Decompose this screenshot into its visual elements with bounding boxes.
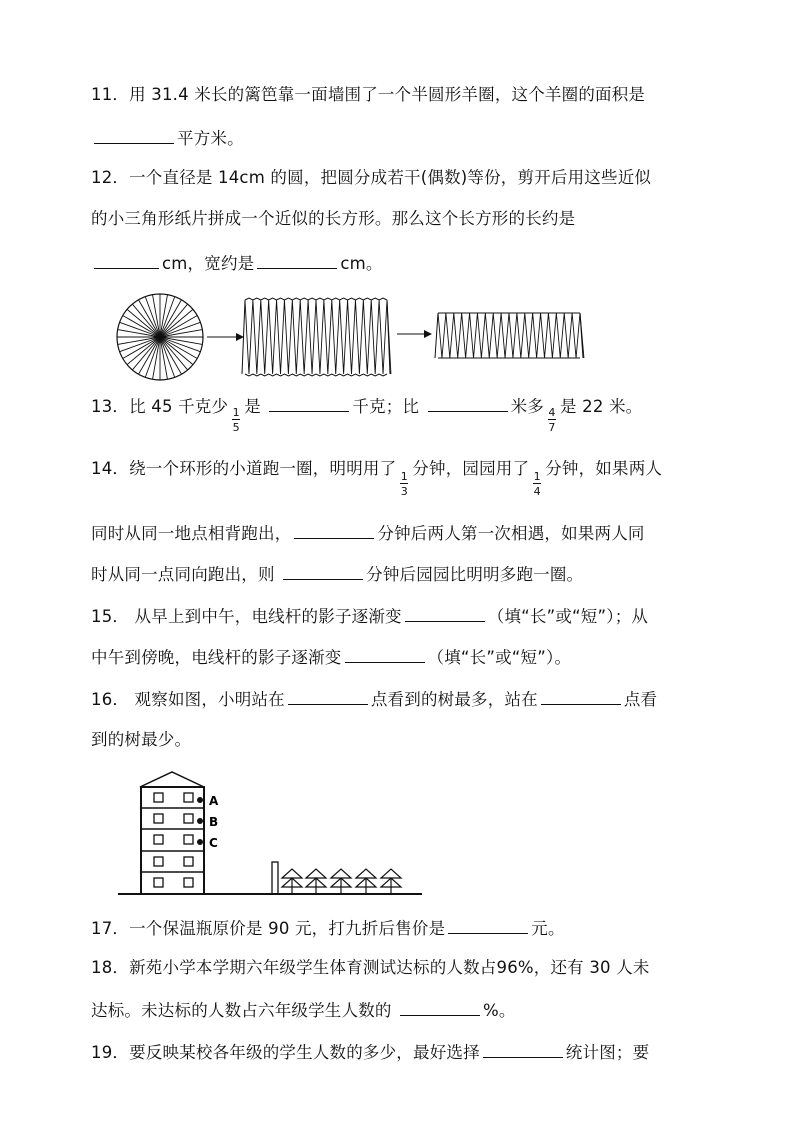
q14-line3: 时从同一点同向跑出，则 分钟后园园比明明多跑一圈。 xyxy=(91,565,584,584)
fraction-1-4: $\frac{1}{4}$ xyxy=(533,470,541,498)
q15-line1: 15． 从早上到中午，电线杆的影子逐渐变 （填“长”或“短”）；从 xyxy=(91,607,649,626)
q16-figure xyxy=(0,765,794,900)
fraction-4-7: $\frac{4}{7}$ xyxy=(548,406,556,434)
building xyxy=(140,772,204,894)
q11-line1: 11．用 31.4 米长的篱笆靠一面墙围了一个半圆形羊圈，这个羊圈的面积是 xyxy=(91,85,646,104)
q12-line2: 的小三角形纸片拼成一个近似的长方形。那么这个长方形的长约是 xyxy=(91,209,576,228)
q14-blank-2[interactable] xyxy=(283,563,363,580)
fraction-1-3: $\frac{1}{3}$ xyxy=(400,470,408,498)
q18-line2: 达标。未达标的人数占六年级学生人数的 %。 xyxy=(91,1001,516,1020)
q11-blank[interactable] xyxy=(94,127,174,144)
arrow-icon xyxy=(397,330,432,338)
q13-blank-2[interactable] xyxy=(428,395,508,412)
q17-line: 17．一个保温瓶原价是 90 元，打九折后售价是 元。 xyxy=(91,919,565,938)
q12-blank-width[interactable] xyxy=(257,252,337,269)
q14-blank-1[interactable] xyxy=(294,522,374,539)
rearranged-shape-2 xyxy=(435,313,584,358)
q19-blank[interactable] xyxy=(483,1041,563,1058)
q16-blank-2[interactable] xyxy=(541,688,621,705)
q15-blank-1[interactable] xyxy=(405,605,485,622)
point-label-b: B xyxy=(209,815,219,829)
fraction-1-5: $\frac{1}{5}$ xyxy=(232,406,240,434)
q18-blank[interactable] xyxy=(400,999,480,1016)
wall xyxy=(272,862,278,894)
q18-line1: 18．新苑小学本学期六年级学生体育测试达标的人数占96%，还有 30 人未 xyxy=(91,958,650,977)
q17-blank[interactable] xyxy=(448,917,528,934)
q14-line2: 同时从同一地点相背跑出， 分钟后两人第一次相遇，如果两人同 xyxy=(91,524,645,543)
divided-circle xyxy=(117,294,203,380)
q13-blank-1[interactable] xyxy=(269,395,349,412)
q12-line1: 12．一个直径是 14cm 的圆，把圆分成若干(偶数)等份，剪开后用这些近似 xyxy=(91,168,652,187)
view-points xyxy=(197,794,219,850)
q16-line2: 到的树最少。 xyxy=(91,730,192,749)
q12-figure xyxy=(0,290,794,400)
q12-blank-length[interactable] xyxy=(94,252,159,269)
arrow-icon xyxy=(207,333,244,341)
q15-line2: 中午到傍晚，电线杆的影子逐渐变 （填“长”或“短”）。 xyxy=(91,648,572,667)
q16-blank-1[interactable] xyxy=(288,688,368,705)
q14-line1: 14．绕一个环形的小道跑一圈，明明用了 $\frac{1}{3}$ 分钟，园园用了 $\frac{1}{4}$ 分钟，如果两人 xyxy=(91,459,663,498)
q13-line: 13．比 45 千克少 $\frac{1}{5}$ 是 千克；比 米多 $\frac{4}{7}$ 是 22 米。 xyxy=(91,397,643,434)
point-label-a: A xyxy=(209,794,219,808)
rearranged-shape-1 xyxy=(242,298,391,376)
q19-line: 19．要反映某校各年级的学生人数的多少，最好选择 统计图；要 xyxy=(91,1043,650,1062)
q11-line2: 平方米。 xyxy=(91,127,244,149)
q15-blank-2[interactable] xyxy=(345,646,425,663)
q12-line3: cm，宽约是 cm。 xyxy=(91,252,383,274)
trees xyxy=(282,869,401,894)
q16-line1: 16． 观察如图，小明站在 点看到的树最多，站在 点看 xyxy=(91,690,658,709)
point-label-c: C xyxy=(209,836,218,850)
